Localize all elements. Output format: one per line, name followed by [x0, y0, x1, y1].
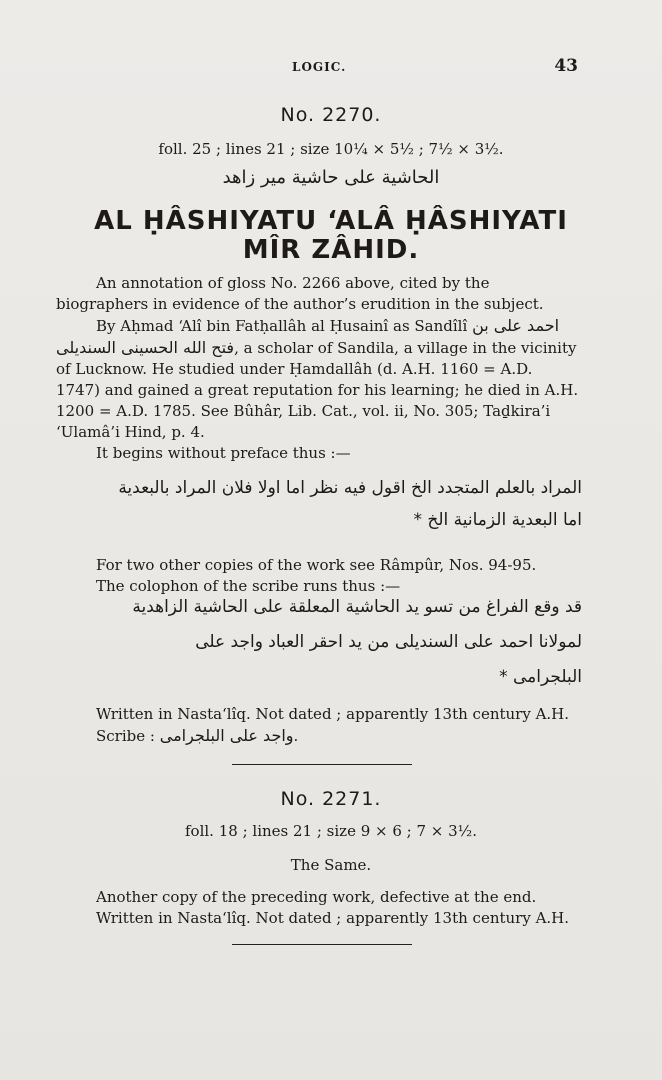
- running-header-title: LOGIC.: [292, 60, 347, 74]
- entry-number-2271: No. 2271.: [280, 788, 382, 810]
- entry-2270-author-line: By Aḥmad ‘Alî bin Fatḥallâh al Ḥusainî as Sandîlî: [96, 317, 468, 335]
- entry-2270-author-arabic: احمد علی بن فتح الله الحسینی السندیلی: [56, 316, 560, 357]
- scribe-label: Scribe :: [96, 727, 155, 745]
- scribe-name-arabic: واجد على البلجرامى: [159, 726, 294, 745]
- entry-2271-collation: foll. 18 ; lines 21 ; size 9 × 6 ; 7 × 3½.: [185, 822, 477, 840]
- entry-2271-written-note: Written in Nasta‘lîq. Not dated ; apparently 13th century A.H.: [96, 909, 570, 927]
- entry-2271-copy-note: Another copy of the preceding work, defective at the end.: [96, 888, 537, 906]
- entry-2270-incipit-line-1: المراد بالعلم المتجدد الخ اقول فيه نظر اما اولا فلان المراد بالبعدية: [118, 478, 582, 498]
- entry-2270-notes: [56, 555, 580, 597]
- running-header: [0, 56, 662, 80]
- entry-2270-title-line-2: MÎR ZÂHID.: [242, 235, 420, 265]
- entry-2270-colophon-label: The colophon of the scribe runs thus :—: [96, 577, 401, 595]
- entry-2270-colophon-line-1: قد وقع الفراغ من تسو يد الحاشية المعلقة على الحاشية الزاهدية: [132, 597, 582, 617]
- entry-2270-title-line-1: AL ḤÂSHIYATU ‘ALÂ ḤÂSHIYATI: [94, 206, 568, 236]
- entry-number-2270: No. 2270.: [280, 104, 382, 126]
- entry-2270-author-details: , a scholar of Sandila, a village in the vicinity of Lucknow. He studied under Ḥamdallâh (d. A.H. 1160 = A.D. 1747) and gained a great reputation for his learning; he died in A.H. 1200 = A.D. 1785. See Bûhâr, Lib. Cat., vol. ii, No. 305; Taḏkira’i ‘Ulamâ’i Hind, p. 4.: [56, 339, 579, 441]
- page-number: 43: [554, 56, 578, 76]
- entry-2270-scribe-line: [56, 725, 580, 747]
- entry-2270-description: [56, 273, 580, 464]
- entry-2270-paragraph-2: [56, 315, 580, 443]
- scribe-period: .: [293, 727, 299, 745]
- entry-2271-same: The Same.: [290, 856, 372, 874]
- section-divider-1: [232, 764, 412, 765]
- entry-2270-incipit-line-2: اما البعدية الزمانية الخ *: [413, 510, 582, 530]
- entry-2270-colophon-line-3: البلجرامى *: [499, 667, 582, 687]
- entry-2270-other-copies: For two other copies of the work see Râmpûr, Nos. 94-95.: [96, 556, 537, 574]
- entry-2271-description: [56, 887, 580, 929]
- entry-2270-colophon-line-2: لمولانا احمد على السنديلى من يد احقر العباد واجد على: [195, 632, 582, 652]
- section-divider-2: [232, 944, 412, 945]
- entry-2270-collation: foll. 25 ; lines 21 ; size 10¼ × 5½ ; 7½ × 3½.: [158, 140, 504, 158]
- entry-2270-begins-label: It begins without preface thus :—: [96, 444, 351, 462]
- entry-2270-written-note: Written in Nasta‘lîq. Not dated ; apparently 13th century A.H.: [96, 705, 570, 723]
- entry-2270-arabic-title: الحاشية على حاشية مير زاهد: [222, 167, 440, 188]
- entry-2270-script-info: [56, 704, 580, 747]
- entry-2270-paragraph-1: An annotation of gloss No. 2266 above, cited by the biographers in evidence of the author’s erudition in the subject.: [56, 274, 544, 313]
